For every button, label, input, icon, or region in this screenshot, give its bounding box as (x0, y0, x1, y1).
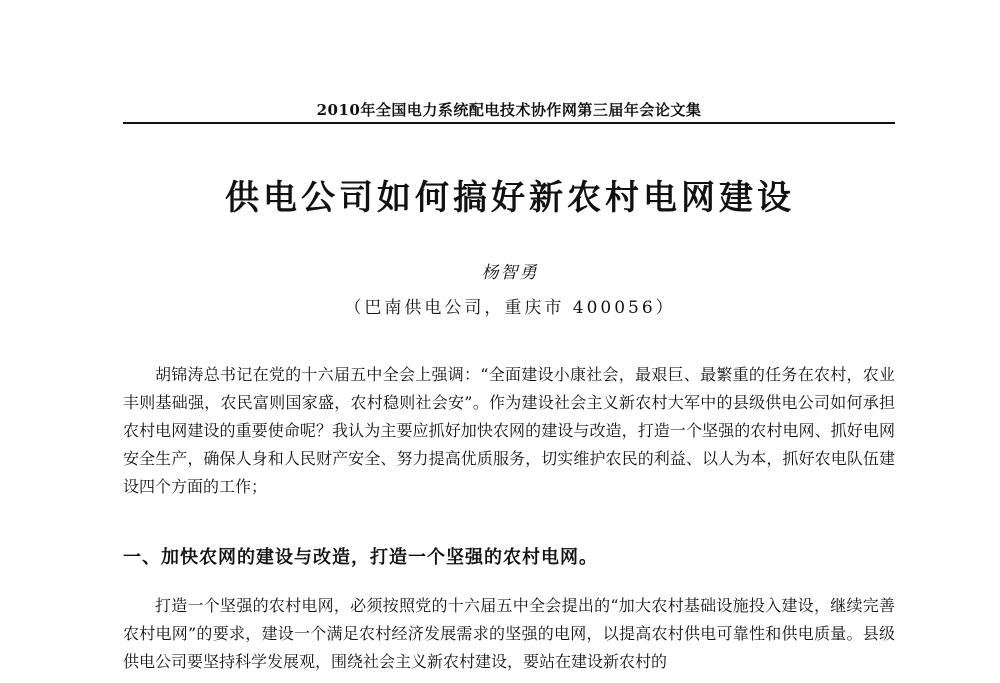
author-affiliation: （巴南供电公司，重庆市 400056） (344, 298, 676, 318)
intro-paragraph: 胡锦涛总书记在党的十六届五中全会上强调：“全面建设小康社会，最艰巨、最繁重的任务在农村，农业丰则基础强，农民富则国家盛，农村稳则社会安”。作为建设社会主义新农村大军中的县级供电公司如何承担农村电网建设的重要使命呢？我认为主要应抓好加快农网的建设与改造，打造一个坚强的农村电网、抓好电网安全生产，确保人身和人民财产安全、努力提高优质服务，切实维护农民的利益、以人为本，抓好农电队伍建设四个方面的工作； (123, 365, 895, 496)
paper-title: 供电公司如何搞好新农村电网建设 (225, 178, 795, 218)
section-1-paragraph: 打造一个坚强的农村电网，必须按照党的十六届五中全会提出的“加大农村基础设施投入建设，继续完善农村电网”的要求，建设一个满足农村经济发展需求的坚强的电网，以提高农村供电可靠性和供电质量。县级供电公司要坚持科学发展观，围绕社会主义新农村建设，要站在建设新农村的 (123, 596, 895, 671)
author-name: 杨智勇 (481, 263, 539, 283)
section-heading-1: 一、加快农网的建设与改造，打造一个坚强的农村电网。 (123, 547, 598, 568)
header-divider (123, 122, 895, 124)
running-header: 2010年全国电力系统配电技术协作网第三届年会论文集 (316, 101, 702, 119)
